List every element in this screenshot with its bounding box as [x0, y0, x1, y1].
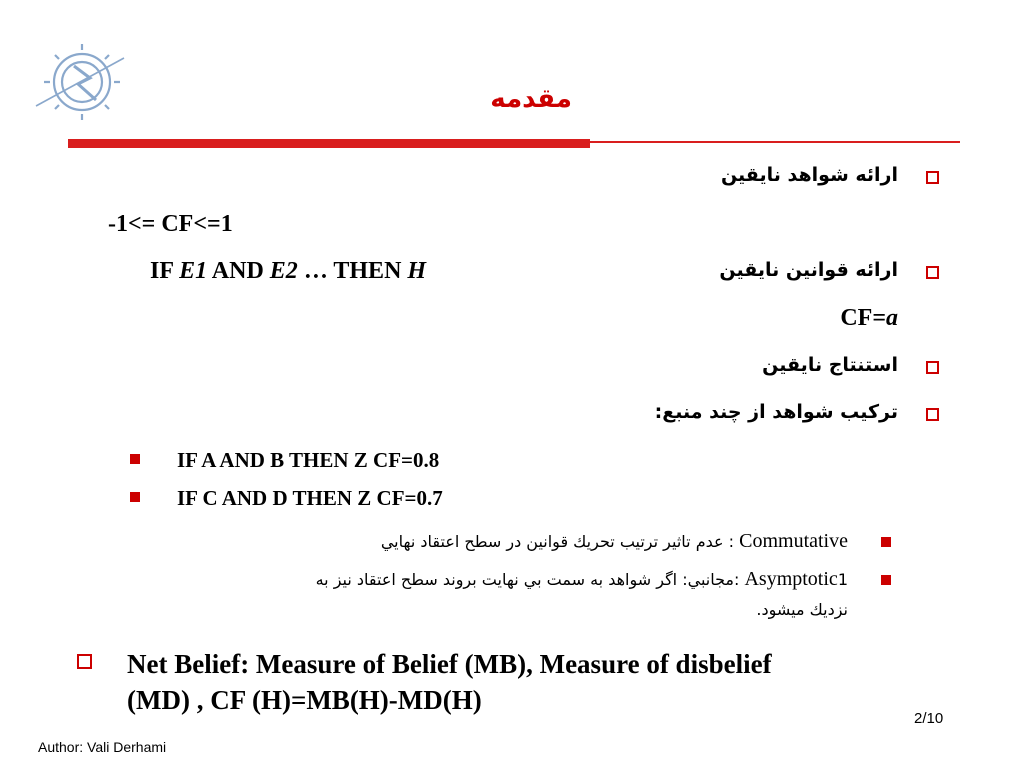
property-asymptotic: [316, 568, 848, 591]
bullet-uncertain-rules: ارائه قوانين نايقين: [719, 259, 898, 281]
checkbox-bullet-icon: [926, 361, 939, 374]
bullet-uncertain-evidence: ارائه شواهد نايقين: [720, 164, 898, 186]
rule-example-2: IF C AND D THEN Z CF=0.7: [177, 486, 443, 510]
asymptotic-desc: 1 :مجانبي: اگر شواهد به سمت بي نهايت بروند سطح اعتقاد نيز به: [315, 570, 848, 589]
author-footer: Author: Vali Derhami: [38, 739, 167, 755]
rule-template: IF E1 AND E2 … THEN H: [150, 258, 427, 284]
commutative-term: Commutative: [739, 530, 848, 552]
rule-example-1: IF A AND B THEN Z CF=0.8: [177, 448, 440, 472]
net-belief-definition: [127, 646, 957, 718]
checkbox-bullet-icon: [926, 408, 939, 421]
slide-title: مقدمه: [490, 84, 572, 114]
rule-cf-a: CF=a: [840, 305, 898, 331]
cf-range: -1<= CF<=1: [108, 211, 233, 237]
asymptotic-desc-continued: نزديك ميشود.: [756, 600, 848, 619]
gear-lightning-logo-icon: [30, 40, 130, 125]
net-belief-line-1: Net Belief: Measure of Belief (MB), Measure of disbelief: [127, 649, 772, 679]
bullet-combining-evidence: تركيب شواهد از چند منبع:: [654, 401, 898, 423]
checkbox-bullet-icon: [926, 266, 939, 279]
filled-square-bullet-icon: [881, 537, 891, 547]
checkbox-bullet-icon: [77, 654, 92, 669]
filled-square-bullet-icon: [881, 575, 891, 585]
asymptotic-term: Asymptotic: [744, 568, 838, 590]
title-underline-thick: [68, 139, 590, 148]
net-belief-line-2: (MD) , CF (H)=MB(H)-MD(H): [127, 685, 482, 715]
bullet-uncertain-inference: استنتاج نايقين: [762, 354, 898, 376]
checkbox-bullet-icon: [926, 171, 939, 184]
title-underline-thin: [590, 141, 960, 143]
commutative-desc: : عدم تاثير ترتيب تحريك قوانين در سطح اعتقاد نهايي: [380, 532, 740, 551]
filled-square-bullet-icon: [130, 492, 140, 502]
property-commutative: [381, 530, 848, 553]
filled-square-bullet-icon: [130, 454, 140, 464]
page-number: 2/10: [914, 710, 944, 727]
